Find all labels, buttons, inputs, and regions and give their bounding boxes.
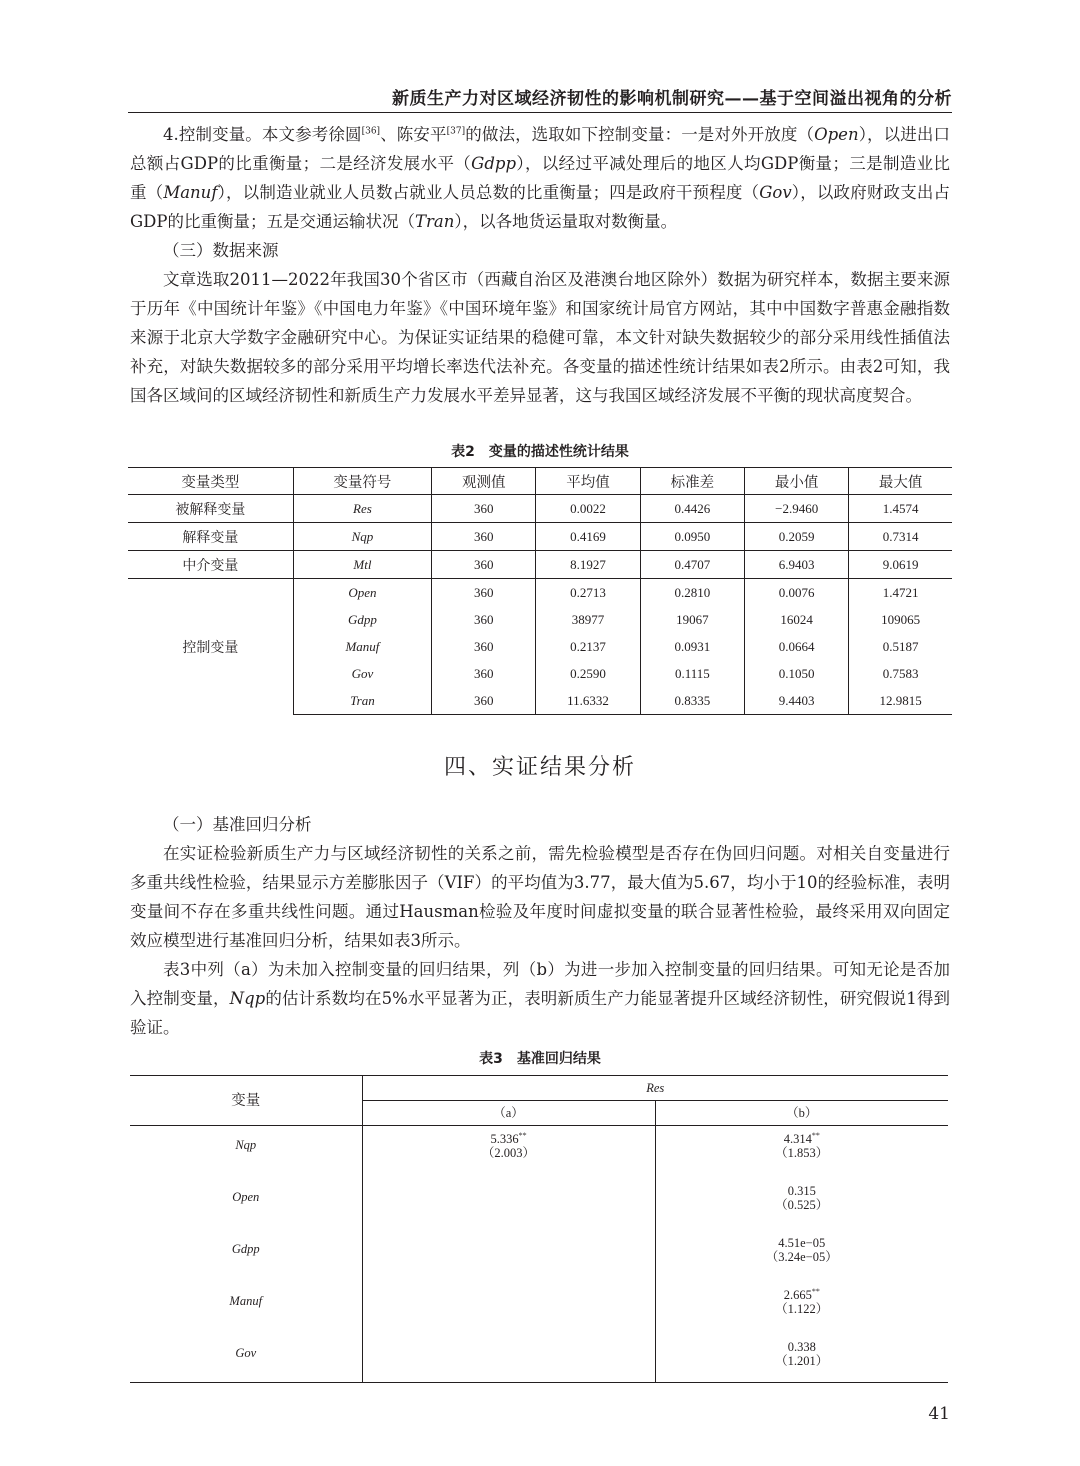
table2-caption: 表2 变量的描述性统计结果: [451, 444, 629, 460]
page-number: 41: [928, 1404, 950, 1424]
section-title: 四、实证结果分析: [443, 755, 636, 780]
cell: 0.8335: [640, 687, 744, 715]
variable-symbol: Tran: [293, 687, 431, 715]
cell: 38977: [536, 606, 640, 633]
subheading-data-source: （三）数据来源: [163, 241, 279, 260]
coef-cell: [362, 1282, 655, 1334]
header-rule: [128, 112, 952, 113]
column-b-header: （b）: [655, 1101, 948, 1126]
column-header: 平均值: [536, 468, 640, 495]
text: ），以经过平减处理后的地区人均GDP衡量；三是制造业比重（: [130, 154, 950, 202]
text: 的估计系数均在5%水平显著为正，表明新质生产力能显著提升区域经济韧性，研究假说1得到验证。: [130, 989, 950, 1037]
significance-stars: **: [518, 1130, 527, 1140]
cell: 0.2590: [536, 660, 640, 687]
cell: 0.7314: [849, 523, 952, 551]
column-header: 标准差: [640, 468, 744, 495]
paragraph-control-variables: [130, 120, 950, 236]
cell: 360: [432, 495, 536, 523]
column-header: 最小值: [745, 468, 849, 495]
coef-cell: [362, 1126, 655, 1179]
variable-symbol: Gdpp: [231, 1242, 260, 1256]
coef-cell: [655, 1334, 948, 1383]
text: ），以进出口总额占GDP的比重衡量；二是经济发展水平（: [130, 125, 951, 173]
standard-error: （2.003）: [481, 1146, 536, 1160]
significance-stars: **: [811, 1286, 820, 1296]
column-a-header: （a）: [362, 1101, 655, 1126]
cell: 8.1927: [536, 551, 640, 579]
variable-name: Manuf: [163, 183, 218, 202]
running-header: 新质生产力对区域经济韧性的影响机制研究——基于空间溢出视角的分析: [392, 89, 952, 109]
variable-name: Gov: [759, 183, 792, 202]
text: 、陈安平: [380, 125, 447, 144]
variable-symbol: Manuf: [229, 1294, 263, 1308]
cell: 360: [432, 579, 536, 607]
cell: 360: [432, 523, 536, 551]
table-row: [130, 1282, 948, 1334]
variable-symbol: Gov: [293, 660, 431, 687]
cell: 0.1050: [745, 660, 849, 687]
cell: 0.4707: [640, 551, 744, 579]
cell: 0.0076: [745, 579, 849, 607]
coefficient: [656, 1184, 949, 1198]
coefficient: [363, 1132, 655, 1146]
cell: 360: [432, 606, 536, 633]
coefficient: [656, 1340, 949, 1354]
descriptive-statistics-table: [128, 467, 952, 715]
coef-cell: [655, 1126, 948, 1179]
coef-cell: [362, 1334, 655, 1383]
variable-header: 变量: [130, 1076, 362, 1126]
cell: 1.4721: [849, 579, 952, 607]
cell: 0.5187: [849, 633, 952, 660]
column-header: 观测值: [432, 468, 536, 495]
variable-symbol: Nqp: [293, 523, 431, 551]
variable-symbol: Open: [293, 579, 431, 607]
variable-type: 被解释变量: [128, 495, 293, 523]
coef-cell: [362, 1230, 655, 1282]
coef-value: 5.336: [490, 1132, 519, 1146]
coef-value: 0.315: [787, 1184, 816, 1198]
variable-symbol: Open: [232, 1190, 260, 1204]
standard-error: （1.201）: [775, 1354, 829, 1368]
coef-cell: [362, 1178, 655, 1230]
variable-name: Nqp: [229, 989, 266, 1008]
standard-error: （0.525）: [775, 1198, 829, 1212]
text: 的做法，选取如下控制变量：一是对外开放度（: [465, 125, 815, 144]
variable-type: 中介变量: [128, 551, 293, 579]
cell: 0.0931: [640, 633, 744, 660]
table-row: [130, 1334, 948, 1383]
subheading-baseline-regression: （一）基准回归分析: [163, 815, 312, 834]
cell: 12.9815: [849, 687, 952, 715]
cell: 360: [432, 551, 536, 579]
coef-value: 4.314: [783, 1132, 812, 1146]
column-header: 最大值: [849, 468, 952, 495]
text: 4.控制变量。本文参考徐圆: [163, 125, 362, 144]
standard-error: （3.24e−05）: [765, 1250, 838, 1264]
cell: 1.4574: [849, 495, 952, 523]
table-row: [128, 579, 952, 607]
cell: 9.4403: [745, 687, 849, 715]
significance-stars: **: [811, 1130, 820, 1140]
table-row: [130, 1230, 948, 1282]
dependent-variable-header: Res: [362, 1076, 948, 1101]
cell: 0.2137: [536, 633, 640, 660]
column-header: 变量符号: [293, 468, 431, 495]
coef-value: 0.338: [787, 1340, 816, 1354]
coef-value: 2.665: [783, 1288, 812, 1302]
text: 表3中列（a）为未加入控制变量的回归结果，列（b）为进一步加入控制变量的回归结果。可知无论是否加入控制变量，: [130, 960, 950, 1008]
cell: 0.4169: [536, 523, 640, 551]
coefficient: [656, 1236, 949, 1250]
variable-symbol: Mtl: [293, 551, 431, 579]
text: ），以各地货运量取对数衡量。: [454, 212, 678, 231]
paragraph-data-source: 文章选取2011—2022年我国30个省区市（西藏自治区及港澳台地区除外）数据为研究样本，数据主要来源于历年《中国统计年鉴》《中国电力年鉴》《中国环境年鉴》和国家统计局官方网站，其中中国数字普惠金融指数来源于北京大学数字金融研究中心。为保证实证结果的稳健可靠，本文针对缺失数据较少的部分采用线性插值法补充，对缺失数据较多的部分采用平均增长率迭代法补充。各变量的描述性统计结果如表2所示。由表2可知，我国各区域间的区域经济韧性和新质生产力发展水平差异显著，这与我国区域经济发展不平衡的现状高度契合。: [130, 270, 950, 405]
cell: 0.7583: [849, 660, 952, 687]
table-row: [130, 1126, 948, 1179]
text: ），以政府财政支出占GDP的比重衡量；五是交通运输状况（: [130, 183, 951, 231]
standard-error: （1.122）: [775, 1302, 829, 1316]
paragraph-baseline-method: 在实证检验新质生产力与区域经济韧性的关系之前，需先检验模型是否存在伪回归问题。对相关自变量进行多重共线性检验，结果显示方差膨胀因子（VIF）的平均值为3.77，最大值为5.67，均小于10的经验标准，表明变量间不存在多重共线性问题。通过Hausman检验及年度时间虚拟变量的联合显著性检验，最终采用双向固定效应模型进行基准回归分析，结果如表3所示。: [130, 844, 950, 950]
cell: 360: [432, 660, 536, 687]
cell: 0.0950: [640, 523, 744, 551]
cell: 360: [432, 687, 536, 715]
citation-ref: [36]: [361, 126, 381, 137]
variable-name: Open: [814, 125, 859, 144]
text: ），以制造业就业人员数占就业人员总数的比重衡量；四是政府干预程度（: [217, 183, 760, 202]
table-row: [128, 551, 952, 579]
variable-symbol: Gdpp: [293, 606, 431, 633]
variable-symbol: Gov: [130, 1334, 362, 1383]
cell: 11.6332: [536, 687, 640, 715]
variable-symbol: Nqp: [235, 1138, 257, 1152]
cell: 0.2810: [640, 579, 744, 607]
variable-type: 控制变量: [128, 579, 293, 715]
coefficient: [656, 1288, 949, 1302]
table-row: [130, 1178, 948, 1230]
variable-name: Gdpp: [471, 154, 517, 173]
cell: 0.2059: [745, 523, 849, 551]
table-row: [128, 495, 952, 523]
variable-type: 解释变量: [128, 523, 293, 551]
standard-error: （1.853）: [775, 1146, 829, 1160]
coef-cell: [655, 1282, 948, 1334]
column-header: 变量类型: [128, 468, 293, 495]
coef-cell: [655, 1178, 948, 1230]
coefficient: [656, 1132, 949, 1146]
cell: 0.0664: [745, 633, 849, 660]
variable-symbol: Manuf: [293, 633, 431, 660]
cell: 19067: [640, 606, 744, 633]
cell: 360: [432, 633, 536, 660]
cell: −2.9460: [745, 495, 849, 523]
coef-value: 4.51e−05: [778, 1236, 826, 1250]
cell: 0.1115: [640, 660, 744, 687]
cell: 0.4426: [640, 495, 744, 523]
coef-cell: [655, 1230, 948, 1282]
cell: 16024: [745, 606, 849, 633]
table-row: [128, 523, 952, 551]
baseline-regression-table: [130, 1075, 948, 1383]
cell: 0.2713: [536, 579, 640, 607]
variable-name: Tran: [415, 212, 455, 231]
table3-caption: 表3 基准回归结果: [479, 1051, 601, 1067]
cell: 6.9403: [745, 551, 849, 579]
paragraph-baseline-result: [130, 955, 950, 1042]
cell: 0.0022: [536, 495, 640, 523]
cell: 9.0619: [849, 551, 952, 579]
citation-ref: [37]: [446, 126, 466, 137]
variable-symbol: Res: [293, 495, 431, 523]
cell: 109065: [849, 606, 952, 633]
